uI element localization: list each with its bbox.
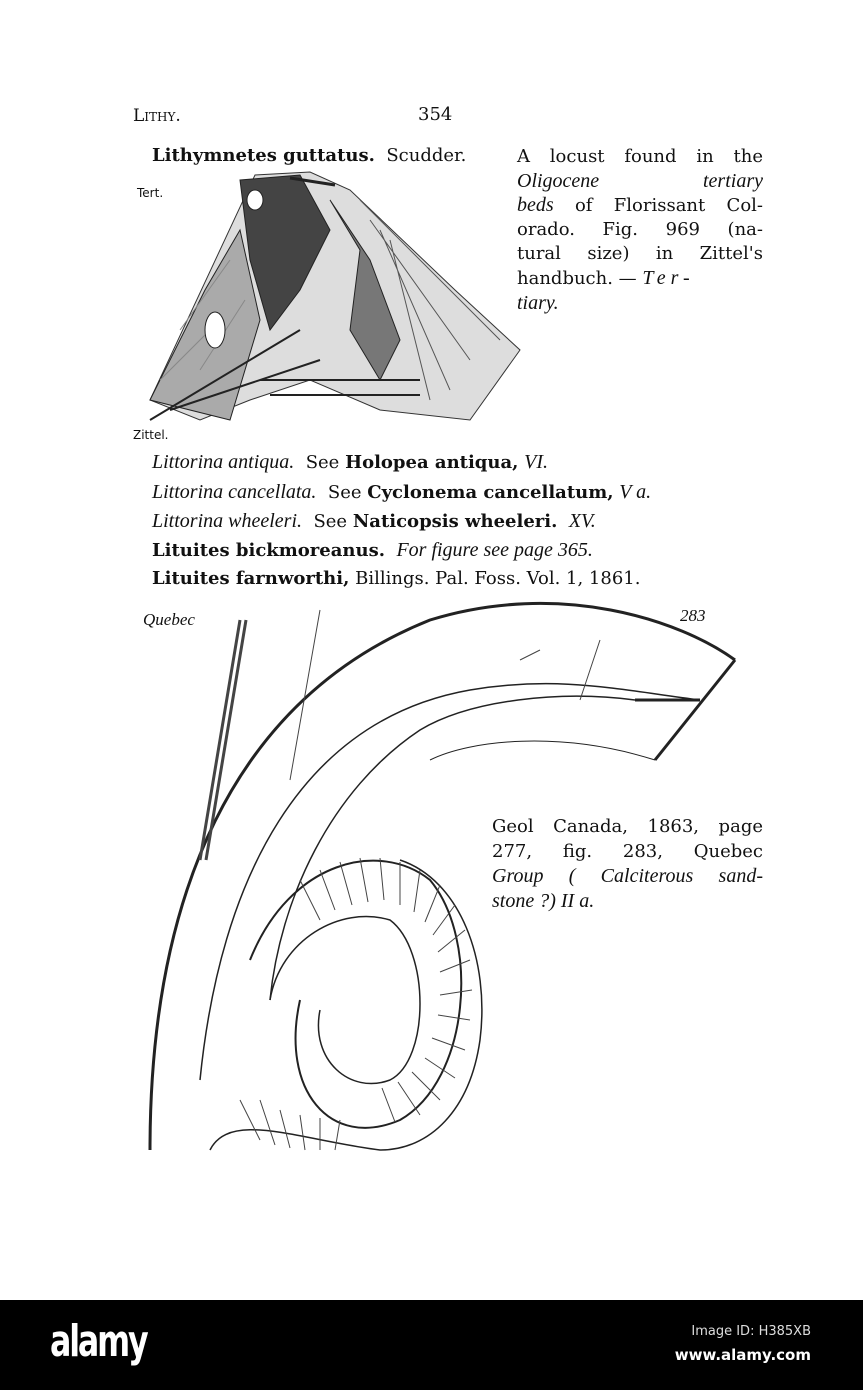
desc-line: tural size) in Zittel's — [517, 243, 763, 264]
caption-line: Group ( Calciterous sand- — [492, 865, 763, 887]
watermark-bar — [0, 1300, 863, 1390]
caption-line: Geol Canada, 1863, page — [492, 816, 763, 837]
alamy-logo: alamy — [50, 1316, 147, 1367]
entry-littorina-wheeleri: Littorina wheeleri. See Naticopsis wheeleri. XV. — [152, 510, 596, 532]
desc-line: A locust found in the — [517, 146, 763, 167]
image-id: Image ID: H385XB — [691, 1324, 811, 1339]
figure-label-tert: Tert. — [137, 186, 164, 200]
desc-line: orado. Fig. 969 (na- — [517, 219, 763, 240]
locust-fossil-figure — [150, 172, 520, 420]
site-url: www.alamy.com — [674, 1346, 811, 1364]
desc-line: tiary. — [517, 292, 559, 314]
desc-line: handbuch. — Ter- — [517, 267, 695, 289]
figure-label-number: 283 — [680, 606, 706, 625]
running-head: Lithy. — [133, 106, 181, 126]
figure-label-quebec: Quebec — [143, 610, 195, 629]
entry-littorina-antiqua: Littorina antiqua. See Holopea antiqua, VI. — [152, 451, 549, 473]
entry-lituites-farnworthi: Lituites farnworthi, Billings. Pal. Foss. Vol. 1, 1861. — [152, 568, 641, 589]
figure-label-zittel: Zittel. — [133, 428, 169, 442]
figure-caption — [492, 815, 763, 913]
entry-author: Scudder. — [386, 145, 467, 166]
entry-name: Lithymnetes guttatus. — [152, 145, 375, 166]
desc-line: beds of Florissant Col- — [517, 194, 763, 216]
caption-line: 277, fig. 283, Quebec — [492, 840, 763, 862]
entry-lituites-bickmoreanus: Lituites bickmoreanus. For figure see page 365. — [152, 539, 593, 561]
desc-line: Oligocene tertiary — [517, 170, 763, 192]
page-number: 354 — [418, 104, 453, 125]
entry-littorina-cancellata: Littorina cancellata. See Cyclonema cancellatum, V a. — [152, 481, 652, 503]
caption-line: stone ?) II a. — [492, 889, 595, 912]
